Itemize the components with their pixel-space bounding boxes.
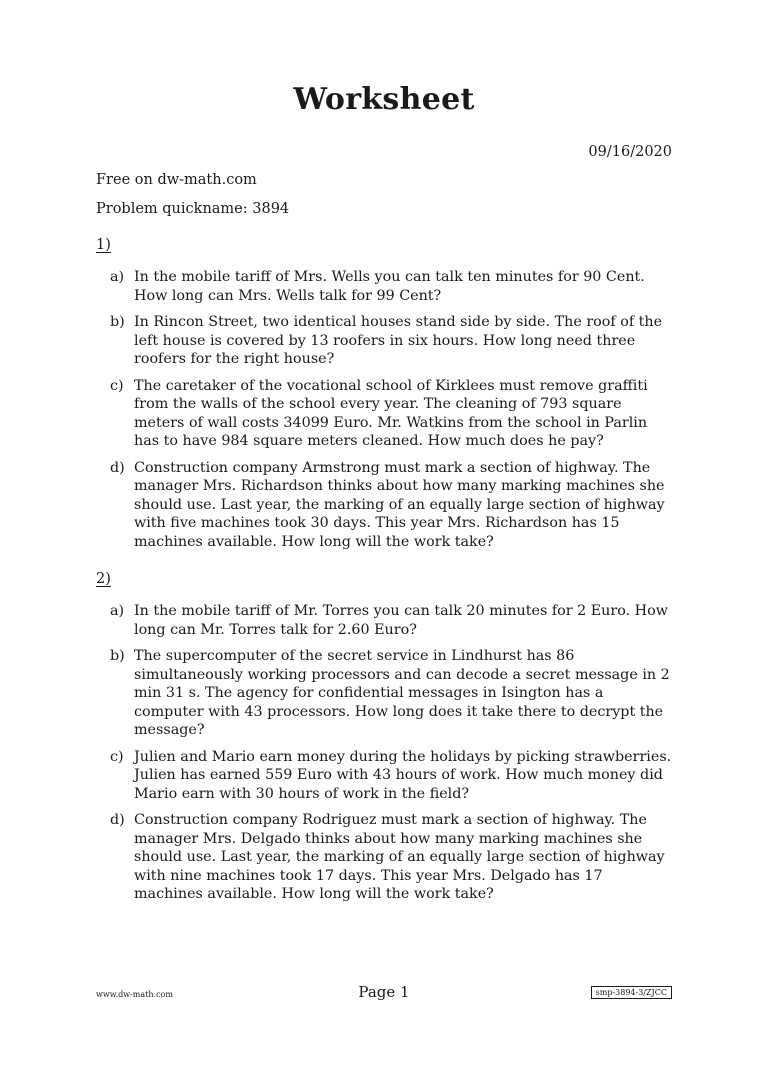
- problem-letter: b): [110, 314, 125, 330]
- problem-item: [110, 602, 675, 639]
- problem-text: Construction company Rodriguez must mark a section of highway. The manager Mrs. Delgado thinks about how many marking machines she should use. Last year, the marking of an equally large section of highway with nine machines took 17 days. This year Mrs. Delgado has 17 machines available. How long will the work take?: [134, 812, 665, 902]
- problem-item: [110, 459, 675, 552]
- page-title: Worksheet: [293, 82, 475, 117]
- problem-letter: b): [110, 648, 125, 664]
- problem-text: In the mobile tariff of Mrs. Wells you can talk ten minutes for 90 Cent. How long can Mrs. Wells talk for 99 Cent?: [134, 269, 645, 304]
- problem-letter: d): [110, 812, 125, 828]
- problem-item: [110, 268, 675, 305]
- problem-letter: a): [110, 603, 125, 619]
- problem-letter: a): [110, 269, 125, 285]
- problem-text: The caretaker of the vocational school of Kirklees must remove graffiti from the walls of the school every year. The cleaning of 793 square meters of wall costs 34099 Euro. Mr. Watkins from the school in Parlin has to have 984 square meters cleaned. How much does he pay?: [134, 377, 648, 449]
- page-number: Page 1: [358, 983, 410, 1001]
- problem-item: [110, 313, 675, 369]
- problem-letter: c): [110, 748, 124, 765]
- problem-item: [110, 748, 675, 804]
- problem-text: In Rincon Street, two identical houses stand side by side. The roof of the left house is covered by 13 roofers in six hours. How long need three roofers for the right house?: [134, 314, 663, 367]
- worksheet-date: 09/16/2020: [588, 144, 672, 160]
- problem-list-1: [110, 268, 675, 559]
- problem-item: [110, 811, 675, 904]
- problem-list-2: [110, 602, 675, 912]
- problem-item: [110, 647, 675, 740]
- problem-letter: d): [110, 459, 125, 476]
- problem-text: Julien and Mario earn money during the holidays by picking strawberries. Julien has earned 559 Euro with 43 hours of work. How much money did Mario earn with 30 hours of work in the field?: [134, 748, 672, 802]
- problem-item: [110, 377, 675, 451]
- footer-code-box: smp-3894-3/ZJCC: [591, 986, 672, 999]
- section-number-2: 2): [96, 571, 111, 587]
- problem-text: The supercomputer of the secret service in Lindhurst has 86 simultaneously working processors and can decode a secret message in 2 min 31 s. The agency for confidential messages in Isington has a computer with 43 processors. How long does it take there to decrypt the message?: [134, 648, 670, 738]
- problem-quickname: Problem quickname: 3894: [96, 201, 290, 217]
- problem-text: In the mobile tariff of Mr. Torres you can talk 20 minutes for 2 Euro. How long can Mr. Torres talk for 2.60 Euro?: [134, 603, 668, 638]
- section-number-1: 1): [96, 237, 111, 253]
- problem-text: Construction company Armstrong must mark a section of highway. The manager Mrs. Richardson thinks about how many marking machines she should use. Last year, the marking of an equally large section of highway with five machines took 30 days. This year Mrs. Richardson has 15 machines available. How long will the work take?: [134, 459, 665, 550]
- footer-website: www.dw-math.com: [96, 990, 173, 999]
- free-source-text: Free on dw-math.com: [96, 172, 257, 188]
- problem-letter: c): [110, 377, 124, 394]
